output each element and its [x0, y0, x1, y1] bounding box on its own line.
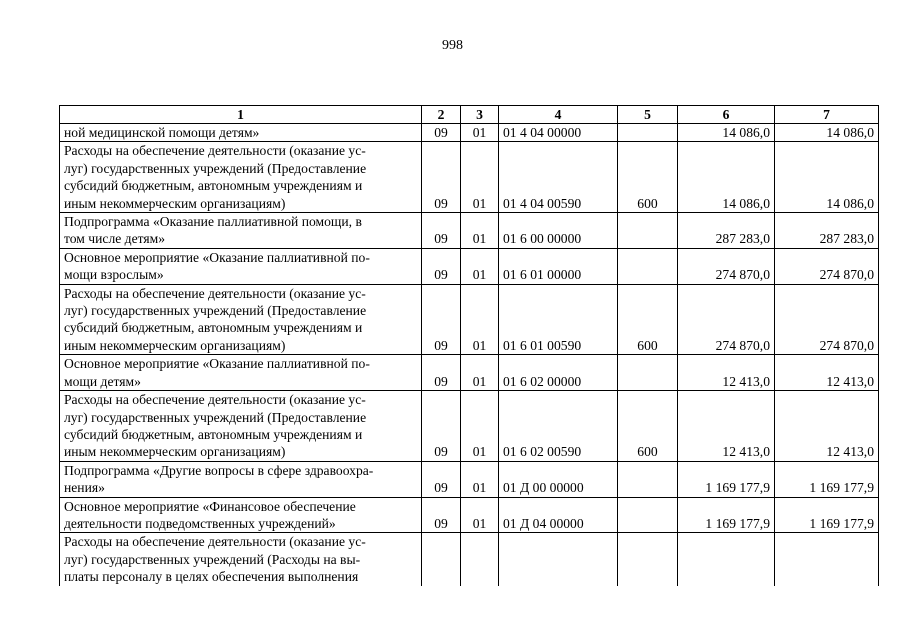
subsection-cell: 01 [461, 248, 499, 284]
row-name-line: Основное мероприятие «Финансовое обеспечение [64, 498, 356, 514]
row-name-line: платы персоналу в целях обеспечения выполнения [64, 569, 359, 585]
row-name-cell [60, 284, 422, 355]
target-article-cell: 01 Д 04 00000 [499, 497, 618, 533]
amount-cell: 12 413,0 [775, 355, 879, 391]
amount-cell: 14 086,0 [775, 124, 879, 142]
column-header: 3 [461, 106, 499, 124]
row-name-line: Расходы на обеспечение деятельности (оказание ус- [64, 392, 366, 408]
target-article-cell: 01 6 02 00590 [499, 391, 618, 462]
amount-cell: 14 086,0 [775, 142, 879, 213]
section-cell: 09 [422, 213, 461, 249]
amount-cell: 1 169 177,9 [678, 497, 775, 533]
row-name-line: Основное мероприятие «Оказание паллиативной по- [64, 249, 370, 265]
column-header: 6 [678, 106, 775, 124]
expense-type-cell [618, 355, 678, 391]
row-name-line: луг) государственных учреждений (Предоставление [64, 160, 367, 176]
table-row [60, 391, 879, 462]
section-cell: 09 [422, 248, 461, 284]
amount-cell: 14 086,0 [678, 124, 775, 142]
subsection-cell: 01 [461, 391, 499, 462]
table-row [60, 533, 879, 586]
expense-type-cell [618, 533, 678, 586]
subsection-cell: 01 [461, 355, 499, 391]
expense-type-cell [618, 248, 678, 284]
subsection-cell [461, 533, 499, 586]
budget-table [59, 105, 879, 586]
expense-type-cell: 600 [618, 142, 678, 213]
table-row [60, 497, 879, 533]
amount-cell: 274 870,0 [775, 284, 879, 355]
table-row [60, 213, 879, 249]
row-name-cell [60, 248, 422, 284]
amount-cell: 12 413,0 [678, 391, 775, 462]
row-name-line: Расходы на обеспечение деятельности (оказание ус- [64, 285, 366, 301]
row-name-line: нения» [64, 480, 105, 496]
table-row [60, 248, 879, 284]
amount-cell: 1 169 177,9 [775, 497, 879, 533]
row-name-line: Основное мероприятие «Оказание паллиативной по- [64, 356, 370, 372]
section-cell: 09 [422, 355, 461, 391]
row-name-line: луг) государственных учреждений (Расходы на вы- [64, 551, 361, 567]
table-row [60, 284, 879, 355]
row-name-cell [60, 461, 422, 497]
expense-type-cell [618, 213, 678, 249]
row-name-cell [60, 142, 422, 213]
amount-cell [678, 533, 775, 586]
row-name-line: субсидий бюджетным, автономным учреждениям и [64, 320, 363, 336]
target-article-cell: 01 6 01 00590 [499, 284, 618, 355]
expense-type-cell [618, 497, 678, 533]
subsection-cell: 01 [461, 213, 499, 249]
target-article-cell: 01 4 04 00590 [499, 142, 618, 213]
row-name-line: Расходы на обеспечение деятельности (оказание ус- [64, 143, 366, 159]
row-name-line: субсидий бюджетным, автономным учреждениям и [64, 178, 363, 194]
amount-cell: 274 870,0 [775, 248, 879, 284]
target-article-cell: 01 6 02 00000 [499, 355, 618, 391]
amount-cell: 287 283,0 [775, 213, 879, 249]
subsection-cell: 01 [461, 142, 499, 213]
amount-cell [775, 533, 879, 586]
row-name-line: мощи взрослым» [64, 267, 164, 283]
row-name-line: иным некоммерческим организациям) [64, 444, 286, 460]
amount-cell: 12 413,0 [678, 355, 775, 391]
expense-type-cell: 600 [618, 391, 678, 462]
row-name-cell [60, 497, 422, 533]
target-article-cell: 01 6 01 00000 [499, 248, 618, 284]
section-cell: 09 [422, 284, 461, 355]
subsection-cell: 01 [461, 497, 499, 533]
column-header: 1 [60, 106, 422, 124]
expense-type-cell: 600 [618, 284, 678, 355]
row-name-line: деятельности подведомственных учреждений» [64, 515, 336, 531]
row-name-line: луг) государственных учреждений (Предоставление [64, 409, 367, 425]
row-name-line: том числе детям» [64, 231, 166, 247]
row-name-line: Расходы на обеспечение деятельности (оказание ус- [64, 534, 366, 550]
table-body [60, 124, 879, 586]
expense-type-cell [618, 461, 678, 497]
column-header: 7 [775, 106, 879, 124]
target-article-cell: 01 4 04 00000 [499, 124, 618, 142]
row-name-line: Подпрограмма «Оказание паллиативной помощи, в [64, 214, 362, 230]
amount-cell: 14 086,0 [678, 142, 775, 213]
subsection-cell: 01 [461, 124, 499, 142]
target-article-cell: 01 6 00 00000 [499, 213, 618, 249]
row-name-cell [60, 124, 422, 142]
target-article-cell [499, 533, 618, 586]
amount-cell: 12 413,0 [775, 391, 879, 462]
subsection-cell: 01 [461, 461, 499, 497]
row-name-line: Подпрограмма «Другие вопросы в сфере здравоохра- [64, 462, 374, 478]
section-cell: 09 [422, 391, 461, 462]
subsection-cell: 01 [461, 284, 499, 355]
section-cell: 09 [422, 461, 461, 497]
section-cell: 09 [422, 142, 461, 213]
section-cell [422, 533, 461, 586]
row-name-line: луг) государственных учреждений (Предоставление [64, 303, 367, 319]
page-number: 998 [442, 38, 463, 53]
column-header: 4 [499, 106, 618, 124]
section-cell: 09 [422, 124, 461, 142]
row-name-line: иным некоммерческим организациям) [64, 195, 286, 211]
table-row [60, 355, 879, 391]
row-name-cell [60, 533, 422, 586]
column-header: 5 [618, 106, 678, 124]
amount-cell: 274 870,0 [678, 248, 775, 284]
section-cell: 09 [422, 497, 461, 533]
row-name-line: мощи детям» [64, 373, 141, 389]
amount-cell: 1 169 177,9 [775, 461, 879, 497]
row-name-line: ной медицинской помощи детям» [64, 125, 260, 140]
table-row [60, 124, 879, 142]
column-header: 2 [422, 106, 461, 124]
row-name-cell [60, 213, 422, 249]
row-name-cell [60, 355, 422, 391]
row-name-cell [60, 391, 422, 462]
amount-cell: 1 169 177,9 [678, 461, 775, 497]
row-name-line: иным некоммерческим организациям) [64, 337, 286, 353]
expense-type-cell [618, 124, 678, 142]
target-article-cell: 01 Д 00 00000 [499, 461, 618, 497]
table-row [60, 461, 879, 497]
row-name-line: субсидий бюджетным, автономным учреждениям и [64, 426, 363, 442]
table-row [60, 142, 879, 213]
amount-cell: 287 283,0 [678, 213, 775, 249]
table-header-row [60, 106, 879, 124]
amount-cell: 274 870,0 [678, 284, 775, 355]
